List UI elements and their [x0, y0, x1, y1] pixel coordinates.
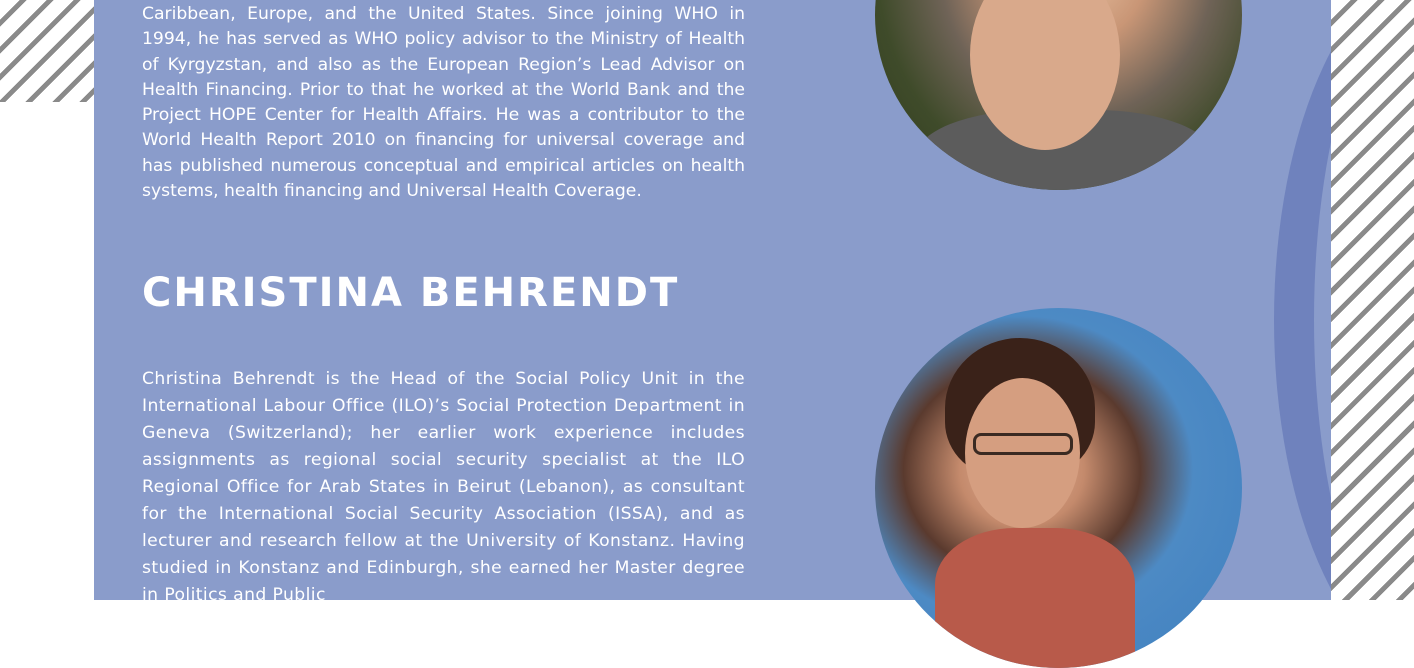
speaker-2-bio: Christina Behrendt is the Head of the Social Policy Unit in the International Labour Office (ILO)’s Social Protection Department in Geneva (Switzerland); her earlier work experience includes assignments as regional social security specialist at the ILO Regional Office for Arab States in Beirut (Lebanon), as consultant for the International Social Security Association (ISSA), and as lecturer and research fellow at the University of Konstanz. Having studied in Konstanz and Edinburgh, she earned her Master degree in Politics and Public: [142, 369, 745, 605]
speaker-2-photo: [875, 308, 1242, 668]
speaker-1-bio: Caribbean, Europe, and the United States. Since joining WHO in 1994, he has served as WHO policy advisor to the Ministry of Health of Kyrgyzstan, and also as the European Region’s Lead Advisor on Health Financing. Prior to that he worked at the World Bank and the Project HOPE Center for Health Affairs. He was a contributor to the World Health Report 2010 on financing for universal coverage and has published numerous conceptual and empirical articles on health systems, health financing and Universal Health Coverage.: [142, 4, 745, 202]
speaker-1-photo: [875, 0, 1242, 190]
glasses-icon: [973, 433, 1073, 455]
decorative-stripes-right: [1331, 0, 1414, 600]
decorative-stripes-left: [0, 0, 94, 600]
speaker-2-scarf: [935, 528, 1135, 668]
speaker-2-name: CHRISTINA BEHRENDT: [142, 270, 680, 316]
decorative-curve: [1274, 0, 1331, 600]
